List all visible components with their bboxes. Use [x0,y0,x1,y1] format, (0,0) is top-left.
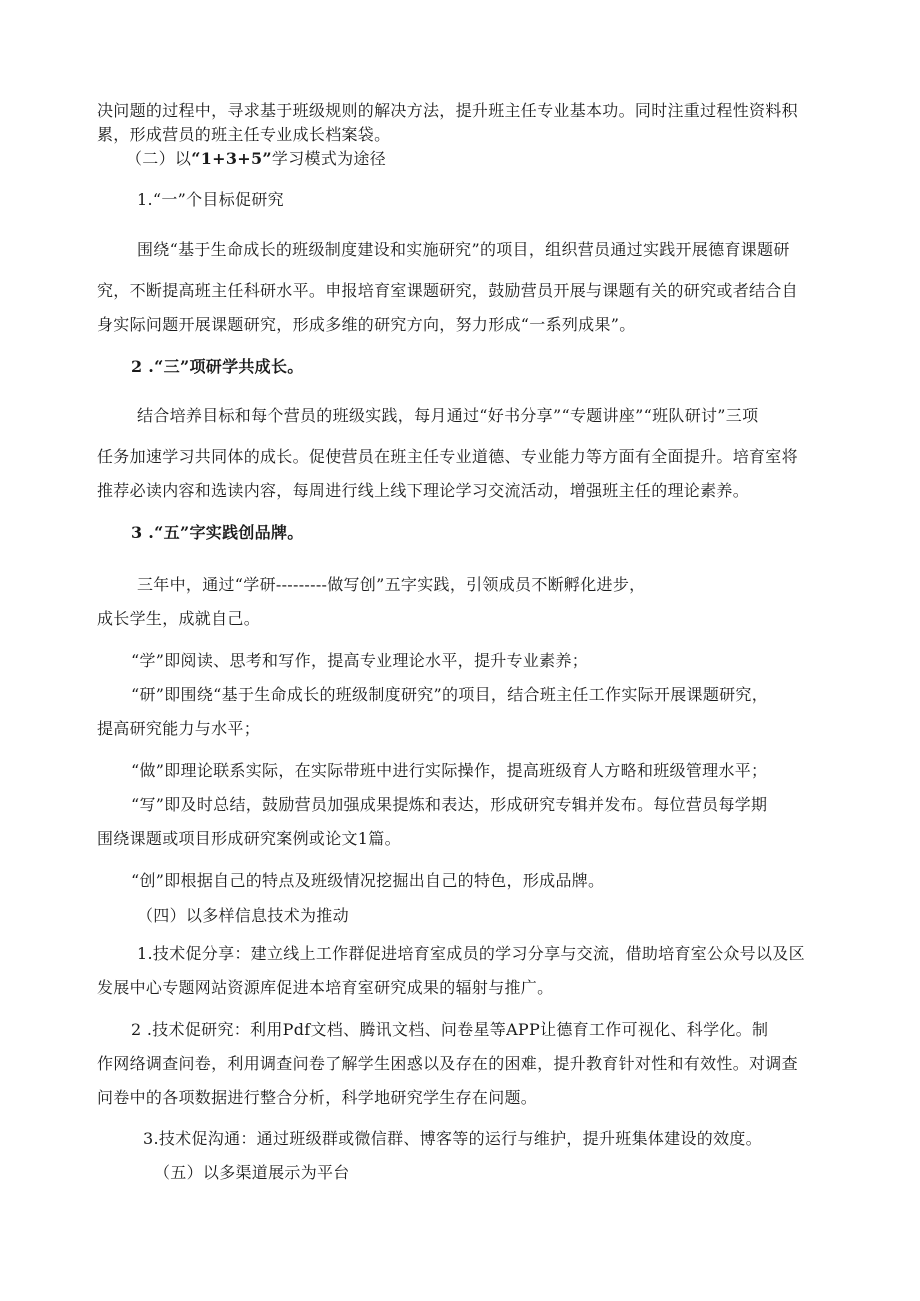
body-text-line: 三年中，通过“学研---------做写创”五字实践，引领成员不断孵化进步， [137,575,646,594]
section-heading-2 [126,147,386,171]
body-text-line: 提高研究能力与水平； [97,719,261,738]
subheading-three-items: 2 .“三”项研学共成长。 [131,357,304,376]
section-heading-5: （五）以多渠道展示为平台 [154,1163,350,1182]
section-heading-4: （四）以多样信息技术为推动 [137,906,349,925]
body-text-line: “写”即及时总结，鼓励营员加强成果提炼和表达，形成研究专辑并发布。每位营员每学期 [131,795,768,814]
body-text-line: 累，形成营员的班主任专业成长档案袋。 [97,125,391,144]
body-text-line: “创”即根据自己的特点及班级情况挖掘出自己的特色，形成品牌。 [131,871,605,890]
subheading-one-goal: 1.“一”个目标促研究 [137,190,284,209]
body-text-line: 发展中心专题网站资源库促进本培育室研究成果的辐射与推广。 [97,978,554,997]
heading-suffix: 学习模式为途径 [271,149,387,168]
body-text-line: 问卷中的各项数据进行整合分析，科学地研究学生存在问题。 [97,1088,538,1107]
body-text-line: 作网络调查问卷，利用调查问卷了解学生困惑以及存在的困难，提升教育针对性和有效性。对调查 [97,1054,798,1073]
subheading-five-words: 3 .“五”字实践创品牌。 [131,523,304,542]
body-text-line: 成长学生，成就自己。 [97,609,261,628]
body-text-line: “研”即围绕“基于生命成长的班级制度研究”的项目，结合班主任工作实际开展课题研究， [131,685,769,704]
body-text-line: 2 .技术促研究：利用Pdf文档、腾讯文档、问卷星等APP让德育工作可视化、科学化。制 [131,1020,769,1039]
body-text-line: 任务加速学习共同体的成长。促使营员在班主任专业道德、专业能力等方面有全面提升。培育室将 [97,447,798,466]
heading-model-name: “1+3+5” [191,149,272,168]
body-text-line: 1.技术促分享：建立线上工作群促进培育室成员的学习分享与交流，借助培育室公众号以及区 [137,944,805,963]
body-text-line: 围绕“基于生命成长的班级制度建设和实施研究”的项目，组织营员通过实践开展德育课题研 [137,240,790,259]
body-text-line: “学”即阅读、思考和写作，提高专业理论水平，提升专业素养； [131,651,589,670]
body-text-line: 结合培养目标和每个营员的班级实践，每月通过“好书分享”“专题讲座”“班队研讨”三项 [137,406,759,425]
body-text-line: 决问题的过程中，寻求基于班级规则的解决方法，提升班主任专业基本功。同时注重过程性资料积 [97,101,798,120]
heading-prefix: （二）以 [126,149,192,168]
body-text-line: 3.技术促沟通：通过班级群或微信群、博客等的运行与维护，提升班集体建设的效度。 [143,1129,762,1148]
body-text-line: 推荐必读内容和选读内容，每周进行线上线下理论学习交流活动，增强班主任的理论素养。 [97,481,750,500]
body-text-line: 究，不断提高班主任科研水平。申报培育室课题研究，鼓励营员开展与课题有关的研究或者结合自 [97,281,798,300]
body-text-line: “做”即理论联系实际，在实际带班中进行实际操作，提高班级育人方略和班级管理水平； [131,761,768,780]
body-text-line: 围绕课题或项目形成研究案例或论文1篇。 [97,829,401,848]
body-text-line: 身实际问题开展课题研究，形成多维的研究方向，努力形成“一系列成果”。 [97,315,636,334]
